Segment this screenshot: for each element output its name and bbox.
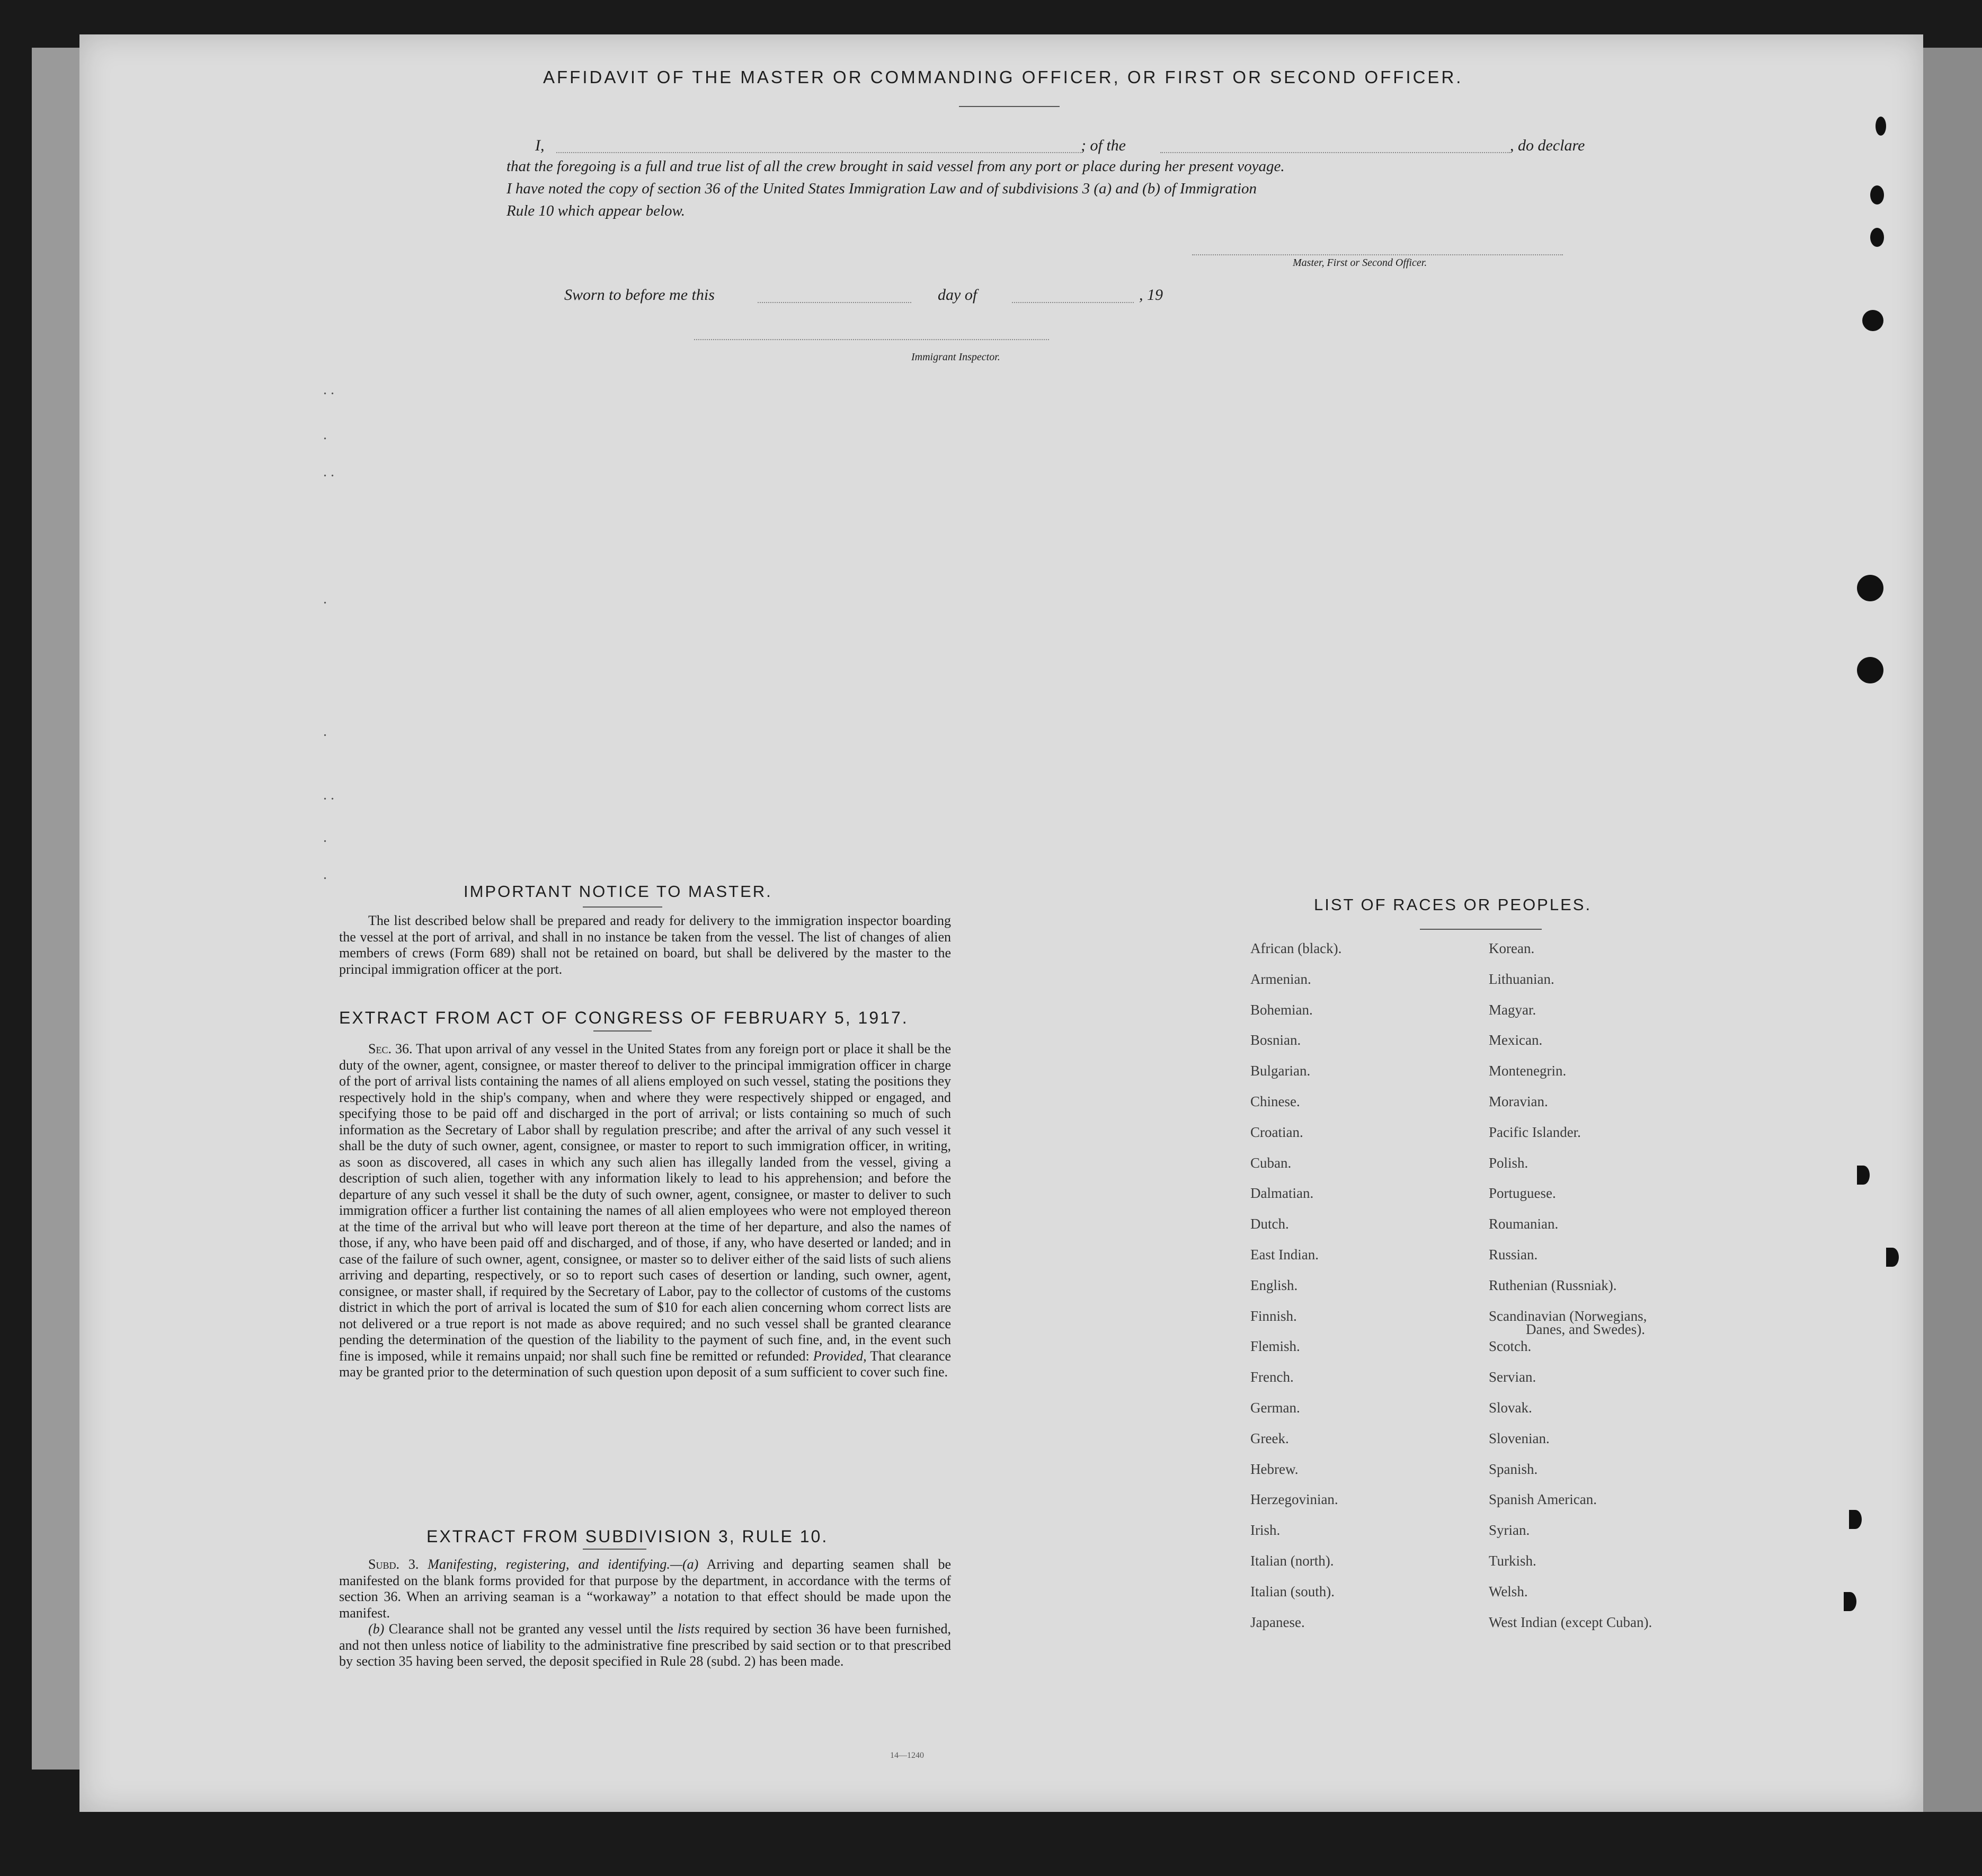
race-item: Montenegrin. — [1489, 1063, 1567, 1079]
notice-text-block — [339, 913, 951, 977]
races-title-rule — [1420, 929, 1542, 930]
affidavit-declare: , do declare — [1510, 137, 1585, 154]
race-item: Turkish. — [1489, 1553, 1536, 1569]
race-item: Dalmatian. — [1250, 1185, 1314, 1202]
sworn-month-blank — [1012, 302, 1134, 303]
race-item: Pacific Islander. — [1489, 1124, 1581, 1140]
act-text-block — [339, 1041, 951, 1381]
race-item: Scandinavian (Norwegians, — [1489, 1308, 1647, 1324]
margin-mark: . — [323, 829, 327, 846]
race-item: Irish. — [1250, 1522, 1281, 1539]
affidavit-title-rule — [959, 106, 1060, 107]
subd-heading: Manifesting, registering, and identifying.—(a) — [428, 1557, 699, 1572]
act-title-rule — [593, 1030, 652, 1032]
subd-text-a: Arriving and departing seamen shall be manifested on the blank forms provided for that purpose by the department, in accordance with the terms of section 36. When an arriving seaman is a “workaway” a notation to that effect should be made upon the manifest. — [339, 1557, 952, 1621]
race-item: Lithuanian. — [1489, 971, 1554, 987]
race-item: English. — [1250, 1277, 1298, 1293]
race-item: Korean. — [1489, 940, 1535, 956]
affidavit-title: AFFIDAVIT OF THE MASTER OR COMMANDING OFFICER, OR FIRST OR SECOND OFFICER. — [543, 67, 1463, 87]
race-item: Magyar. — [1489, 1001, 1536, 1018]
binder-hole — [1876, 117, 1886, 136]
race-item: Slovenian. — [1489, 1430, 1550, 1446]
form-number: 14—1240 — [890, 1751, 924, 1760]
race-item: Japanese. — [1250, 1614, 1305, 1630]
inspector-caption: Immigrant Inspector. — [911, 351, 1000, 363]
race-item-continuation: Danes, and Swedes). — [1526, 1321, 1645, 1337]
race-item: Spanish. — [1489, 1461, 1538, 1477]
race-item: Moravian. — [1489, 1093, 1548, 1109]
race-item: Bulgarian. — [1250, 1063, 1311, 1079]
race-item: Greek. — [1250, 1430, 1289, 1446]
notice-paragraph: The list described below shall be prepared and ready for delivery to the immigration inspector boarding the vessel at the port of arrival, and shall in no instance be taken from the vessel. The list of changes of alien members of crews (Form 689) shall not be retained on board, but shall be delivered by the master to the principal immigration officer at the port. — [339, 913, 951, 977]
officer-signature-line — [1192, 254, 1563, 255]
race-item: Chinese. — [1250, 1093, 1300, 1109]
ledger-edge-strip — [1923, 48, 1982, 1812]
race-item: Cuban. — [1250, 1154, 1292, 1171]
binder-hole — [1886, 1248, 1899, 1267]
race-item: Flemish. — [1250, 1338, 1300, 1355]
margin-mark: . — [323, 591, 327, 607]
margin-mark: . . — [323, 464, 334, 480]
margin-mark: . — [323, 426, 327, 443]
affidavit-i: I, — [535, 137, 545, 154]
binder-hole — [1870, 228, 1884, 247]
race-item: Bohemian. — [1250, 1001, 1313, 1018]
affidavit-line4: Rule 10 which appear below. — [506, 202, 685, 219]
race-item: Roumanian. — [1489, 1216, 1559, 1232]
race-item: Finnish. — [1250, 1308, 1297, 1324]
race-item: Mexican. — [1489, 1032, 1543, 1048]
subd-b-label: (b) — [368, 1621, 385, 1637]
binder-hole — [1844, 1592, 1856, 1611]
officer-caption: Master, First or Second Officer. — [1293, 257, 1427, 269]
race-item: German. — [1250, 1400, 1300, 1416]
race-item: African (black). — [1250, 940, 1342, 956]
act-title: EXTRACT FROM ACT OF CONGRESS OF FEBRUARY 5, 1917. — [339, 1008, 909, 1027]
inspector-signature-line — [694, 339, 1049, 340]
margin-mark: . — [323, 866, 327, 883]
binder-hole — [1849, 1510, 1862, 1529]
subd-text-b2: required by section 36 have been furnished, and not then unless notice of liability to the administrative fine prescribed by said section or to that prescribed by section 35 having been served, the deposit specified in Rule 28 (subd. 2) has been made. — [339, 1621, 952, 1669]
notice-title: IMPORTANT NOTICE TO MASTER. — [464, 882, 772, 901]
notice-title-rule — [583, 906, 662, 908]
binder-hole — [1862, 310, 1883, 331]
race-item: Scotch. — [1489, 1338, 1532, 1355]
race-item: Italian (south). — [1250, 1583, 1335, 1599]
race-item: Armenian. — [1250, 971, 1311, 987]
affidavit-line3: I have noted the copy of section 36 of the United States Immigration Law and of subdivisions 3 (a) and (b) of Immigration — [506, 180, 1257, 197]
subd-label: Subd. 3. — [368, 1557, 419, 1572]
vessel-blank — [1160, 152, 1510, 153]
race-item: Polish. — [1489, 1154, 1528, 1171]
section-label: Sec. 36. — [368, 1041, 413, 1056]
race-item: Bosnian. — [1250, 1032, 1301, 1048]
binder-hole — [1857, 575, 1883, 601]
race-item: French. — [1250, 1369, 1294, 1385]
affidavit-line2: that the foregoing is a full and true list of all the crew brought in said vessel from any port or place during her present voyage. — [506, 158, 1285, 175]
race-item: Slovak. — [1489, 1400, 1532, 1416]
affidavit-of-the: ; of the — [1081, 137, 1126, 154]
race-item: Servian. — [1489, 1369, 1536, 1385]
lists-word: lists — [677, 1621, 700, 1637]
races-title: LIST OF RACES OR PEOPLES. — [1314, 895, 1592, 914]
race-item: Herzegovinian. — [1250, 1491, 1338, 1508]
sworn-date-blank — [758, 302, 911, 303]
subdivision-text-block — [339, 1557, 951, 1670]
form-sheet — [79, 34, 1923, 1812]
provided-word: Provided, — [813, 1348, 867, 1364]
day-of-text: day of — [938, 286, 977, 304]
name-blank — [556, 152, 1081, 153]
race-item: Dutch. — [1250, 1216, 1289, 1232]
binder-hole — [1857, 1166, 1870, 1185]
race-item: Hebrew. — [1250, 1461, 1299, 1477]
race-item: West Indian (except Cuban). — [1489, 1614, 1652, 1630]
race-item: Syrian. — [1489, 1522, 1530, 1539]
race-item: Russian. — [1489, 1247, 1538, 1262]
race-item: Italian (north). — [1250, 1553, 1334, 1569]
race-item: East Indian. — [1250, 1247, 1319, 1262]
binder-hole — [1857, 657, 1883, 683]
race-item: Portuguese. — [1489, 1185, 1556, 1202]
margin-mark: . . — [323, 381, 334, 398]
race-item: Welsh. — [1489, 1583, 1528, 1599]
subdivision-title: EXTRACT FROM SUBDIVISION 3, RULE 10. — [426, 1527, 829, 1546]
race-item: Ruthenian (Russniak). — [1489, 1277, 1617, 1293]
margin-mark: . . — [323, 787, 334, 803]
race-item: Spanish American. — [1489, 1491, 1597, 1508]
subd-text-b1: Clearance shall not be granted any vessel until the — [388, 1621, 673, 1637]
year-text: , 19 — [1139, 286, 1163, 304]
race-item: Croatian. — [1250, 1124, 1303, 1140]
act-paragraph: That upon arrival of any vessel in the United States from any foreign port or place it shall be the duty of the owner, agent, consignee, or master thereof to deliver to the principal immigration officer in charge of the port of arrival lists containing the names of all aliens employed on such vessel, stating the positions they respectively hold in the ship's company, when and where they were respectively shipped or engaged, and specifying those to be paid off and discharged in the port of arrival; or lists containing so much of such information as the Secretary of Labor shall by regulation prescribe; and after the arrival of any such vessel it shall be the duty of such owner, agent, consignee, or master to report to such immigration officer, in writing, as soon as discovered, all cases in which any such alien has illegally landed from the vessel, giving a description of such alien, together with any information likely to lead to his apprehension; and before the departure of any such vessel it shall be the duty of such owner, agent, consignee, or master to deliver to such immigration officer a further list containing the names of all alien employees who were not employed thereon at the time of the arrival but who will leave port thereon at the time of her departure, and also the names of those, if any, who have been paid off and discharged, and of those, if any, who have deserted or landed; and in case of the failure of such owner, agent, consignee, or master so to deliver either of the said lists of such aliens arriving and departing, respectively, or so to report such cases of desertion or landing, such owner, agent, consignee, or master shall, if required by the Secretary of Labor, pay to the collector of customs of the customs district in which the port of arrival is located the sum of $10 for each alien concerning whom correct lists are not delivered or a true report is not made as above required; and no such vessel shall be granted clearance pending the determination of the question of the liability to the payment of such fine, and, in the event such fine is imposed, while it remains unpaid; nor shall such fine be remitted or refunded: — [339, 1041, 952, 1364]
subdivision-title-rule — [583, 1549, 646, 1550]
act-paragraph-end: That clearance may be granted prior to the determination of such question upon deposit of a sum sufficient to cover such fine. — [339, 1348, 952, 1380]
binder-hole — [1870, 185, 1884, 205]
sworn-text: Sworn to before me this — [564, 286, 715, 304]
margin-mark: . — [323, 723, 327, 740]
